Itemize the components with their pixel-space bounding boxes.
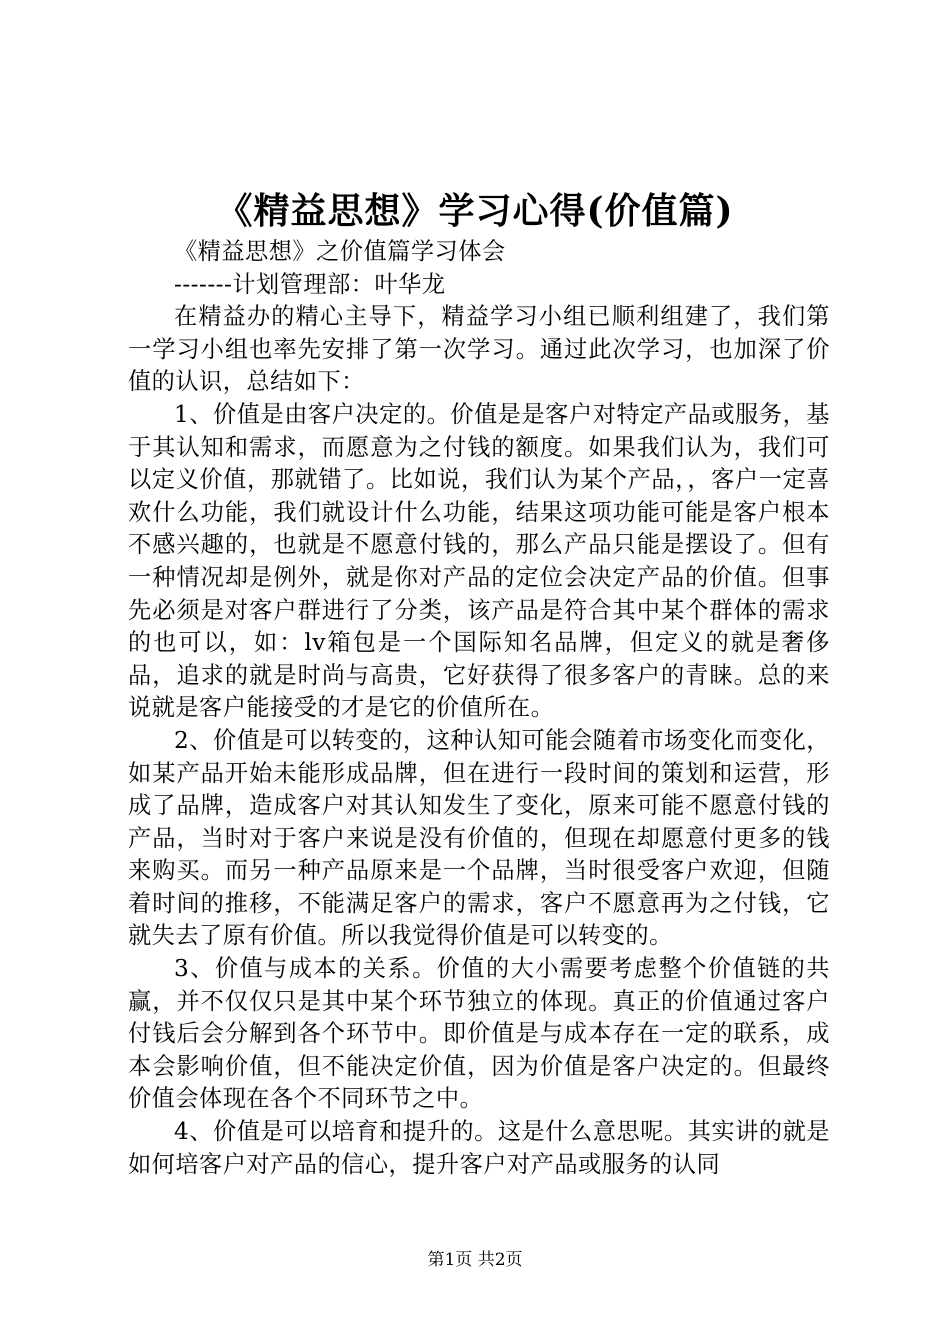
paragraph-point-1: 1、价值是由客户决定的。价值是是客户对特定产品或服务，基于其认知和需求，而愿意为之付钱的额度。如果我们认为，我们可以定义价值，那就错了。比如说，我们认为某个产品，，客户一定喜欢什么功能，我们就设计什么功能，结果这项功能可能是客户根本不感兴趣的，也就是不愿意付钱的，那么产品只能是摆设了。但有一种情况却是例外，就是你对产品的定位会决定产品的价值。但事先必须是对客户群进行了分类，该产品是符合其中某个群体的需求的也可以，如：lv箱包是一个国际知名品牌，但定义的就是奢侈品，追求的就是时尚与高贵，它好获得了很多客户的青睐。总的来说就是客户能接受的才是它的价值所在。 — [128, 400, 830, 722]
paragraph-intro: 在精益办的精心主导下，精益学习小组已顺利组建了，我们第一学习小组也率先安排了第一次学习。通过此次学习，也加深了价值的认识，总结如下： — [128, 303, 830, 396]
paragraph-point-2: 2、价值是可以转变的，这种认知可能会随着市场变化而变化，如某产品开始未能形成品牌，但在进行一段时间的策划和运营，形成了品牌，造成客户对其认知发生了变化，原来可能不愿意付钱的产品，当时对于客户来说是没有价值的，但现在却愿意付更多的钱来购买。而另一种产品原来是一个品牌，当时很受客户欢迎，但随着时间的推移，不能满足客户的需求，客户不愿意再为之付钱，它就失去了原有价值。所以我觉得价值是可以转变的。 — [128, 726, 830, 950]
page-number-footer: 第1页 共2页 — [427, 1250, 523, 1270]
document-subtitle: 《精益思想》之价值篇学习体会 — [174, 238, 506, 265]
document-title: 《精益思想》学习心得(价值篇) — [216, 190, 734, 232]
paragraph-point-4: 4、价值是可以培育和提升的。这是什么意思呢。其实讲的就是如何培客户对产品的信心，提升客户对产品或服务的认同 — [128, 1118, 830, 1178]
document-body — [128, 236, 830, 1181]
author-line: -------计划管理部：叶华龙 — [174, 270, 446, 298]
paragraph-point-3: 3、价值与成本的关系。价值的大小需要考虑整个价值链的共赢，并不仅仅只是其中某个环节独立的体现。真正的价值通过客户付钱后会分解到各个环节中。即价值是与成本存在一定的联系，成本会影响价值，但不能决定价值，因为价值是客户决定的。但最终价值会体现在各个不同环节之中。 — [128, 955, 830, 1113]
